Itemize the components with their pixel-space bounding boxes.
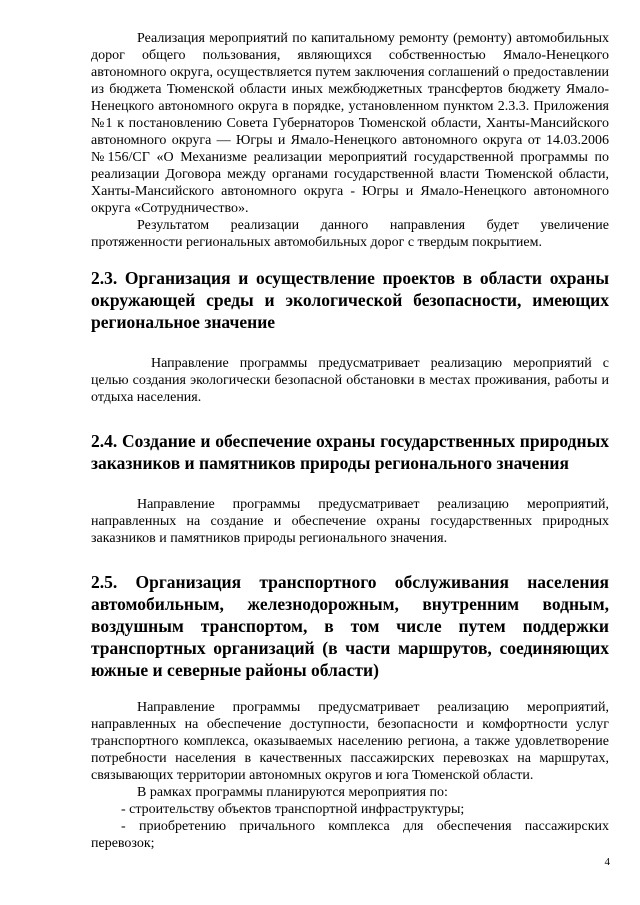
intro-paragraph-1: Реализация мероприятий по капитальному ремонту (ремонту) автомобильных дорог общего пользования, являющихся собственностью Ямало-Ненецкого автономного округа, осуществляется путем заключения соглашений о предоставлении из бюджета Тюменской области иных межбюджетных трансфертов бюджету Ямало-Ненецкого автономного округа в порядке, установленном пунктом 2.3.3. Приложения №1 к постановлению Совета Губернаторов Тюменской области, Ханты-Мансийского автономного округа — Югры и Ямало-Ненецкого автономного округа от 14.03.2006 №156/СГ «О Механизме реализации мероприятий государственной программы по реализации Договора между органами государственной власти Тюменской области, Ханты-Мансийского автономного округа - Югры и Ямало-Ненецкого автономного округа «Сотрудничество». [91, 31, 609, 216]
section-heading-2-3: 2.3. Организация и осуществление проектов в области охраны окружающей среды и экологической безопасности, имеющих региональное значение [91, 268, 609, 332]
section-2-5-paragraph: Направление программы предусматривает реализацию мероприятий, направленных на обеспечение доступности, безопасности и комфортности услуг транспортного комплекса, оказываемых населению региона, а также удовлетворение потребности населения в качественных пассажирских перевозках на маршрутах, связывающих территории автономных округов и юга Тюменской области. [91, 700, 609, 783]
section-heading-2-5: 2.5. Организация транспортного обслуживания населения автомобильным, железнодорожным, внутренним водным, воздушным транспортом, в том числе путем поддержки транспортных организаций (в части маршрутов, соединяющих южные и северные районы области) [91, 572, 609, 680]
section-2-3-paragraph: Направление программы предусматривает реализацию мероприятий с целью создания экологически безопасной обстановки в местах проживания, работы и отдыха населения. [91, 356, 609, 405]
page-content [91, 30, 609, 852]
section-2-5-list-intro: В рамках программы планируются мероприятия по: [137, 785, 448, 800]
section-2-4-paragraph: Направление программы предусматривает реализацию мероприятий, направленных на создание и обеспечение охраны государственных природных заказников и памятников природы регионального значения. [91, 497, 609, 546]
list-item: - приобретению причального комплекса для обеспечения пассажирских перевозок; [91, 819, 609, 851]
page-number: 4 [604, 856, 610, 868]
section-heading-2-4: 2.4. Создание и обеспечение охраны государственных природных заказников и памятников природы регионального значения [91, 431, 609, 473]
intro-paragraph-2: Результатом реализации данного направления будет увеличение протяженности региональных автомобильных дорог с твердым покрытием. [91, 218, 609, 250]
list-item: - строительству объектов транспортной инфраструктуры; [121, 802, 465, 817]
